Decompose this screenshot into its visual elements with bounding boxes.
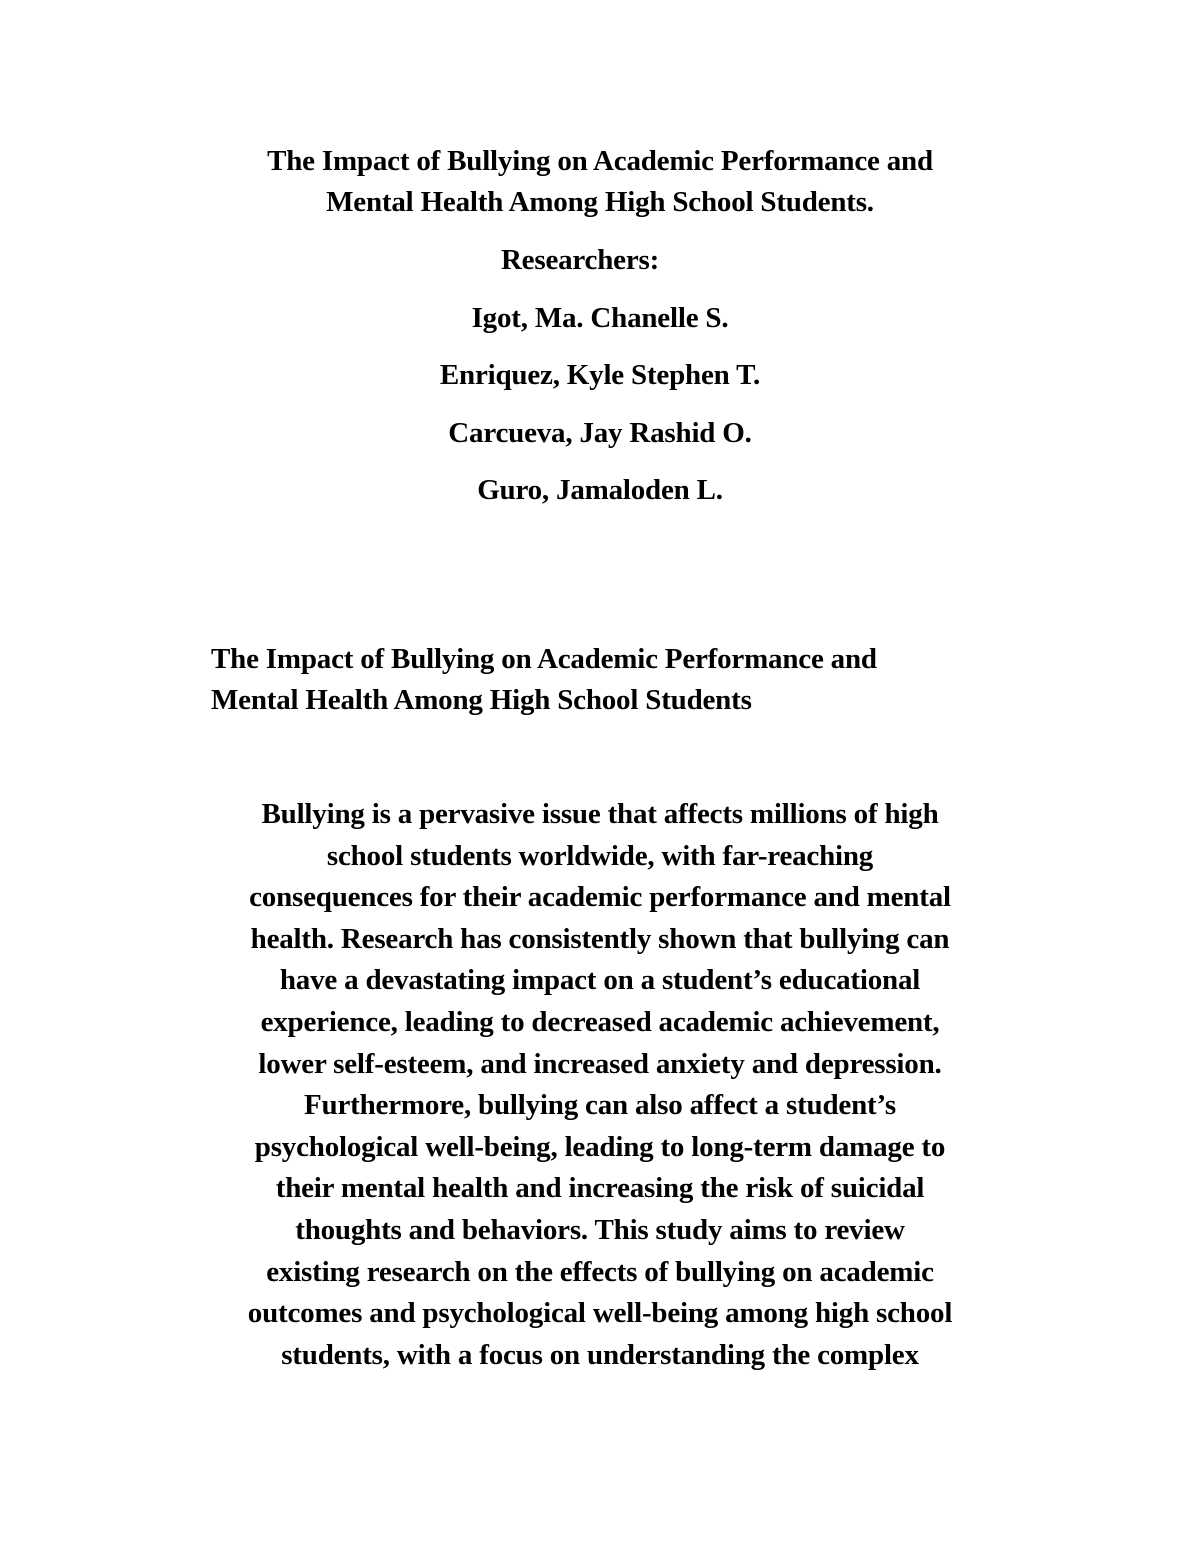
cover-title-line: Mental Health Among High School Students.: [326, 186, 874, 218]
abstract-line: Furthermore, bullying can also affect a student’s: [304, 1089, 896, 1122]
researcher-name: Enriquez, Kyle Stephen T.: [439, 359, 761, 391]
abstract-line: students, with a focus on understanding the complex: [281, 1338, 919, 1371]
abstract-line: consequences for their academic performance and mental: [249, 881, 951, 914]
abstract-line: health. Research has consistently shown that bullying can: [250, 922, 950, 955]
abstract-line: experience, leading to decreased academic achievement,: [260, 1005, 940, 1038]
researchers-label: Researchers:: [500, 244, 660, 276]
cover-title: [200, 141, 1000, 223]
abstract-line: existing research on the effects of bullying on academic: [266, 1255, 934, 1288]
abstract-line: thoughts and behaviors. This study aims to review: [295, 1213, 905, 1246]
section-title-line: Mental Health Among High School Students: [211, 684, 752, 716]
abstract-paragraph: [195, 794, 1005, 1376]
abstract-line: have a devastating impact on a student’s educational: [279, 964, 921, 997]
section-title-line: The Impact of Bullying on Academic Performance and: [211, 643, 877, 675]
researcher-name: Carcueva, Jay Rashid O.: [448, 417, 752, 449]
abstract-line: Bullying is a pervasive issue that affects millions of high: [261, 798, 939, 830]
abstract-line: lower self-esteem, and increased anxiety and depression.: [258, 1047, 942, 1080]
section-title: [211, 639, 1001, 721]
cover-title-line: The Impact of Bullying on Academic Performance and: [267, 145, 933, 177]
abstract-line: school students worldwide, with far-reaching: [326, 839, 874, 872]
researcher-name: Guro, Jamaloden L.: [477, 474, 723, 506]
abstract-line: psychological well-being, leading to long-term damage to: [254, 1130, 946, 1163]
abstract-line: outcomes and psychological well-being among high school: [247, 1297, 953, 1330]
researcher-name: Igot, Ma. Chanelle S.: [471, 302, 729, 334]
abstract-line: their mental health and increasing the risk of suicidal: [275, 1172, 925, 1205]
